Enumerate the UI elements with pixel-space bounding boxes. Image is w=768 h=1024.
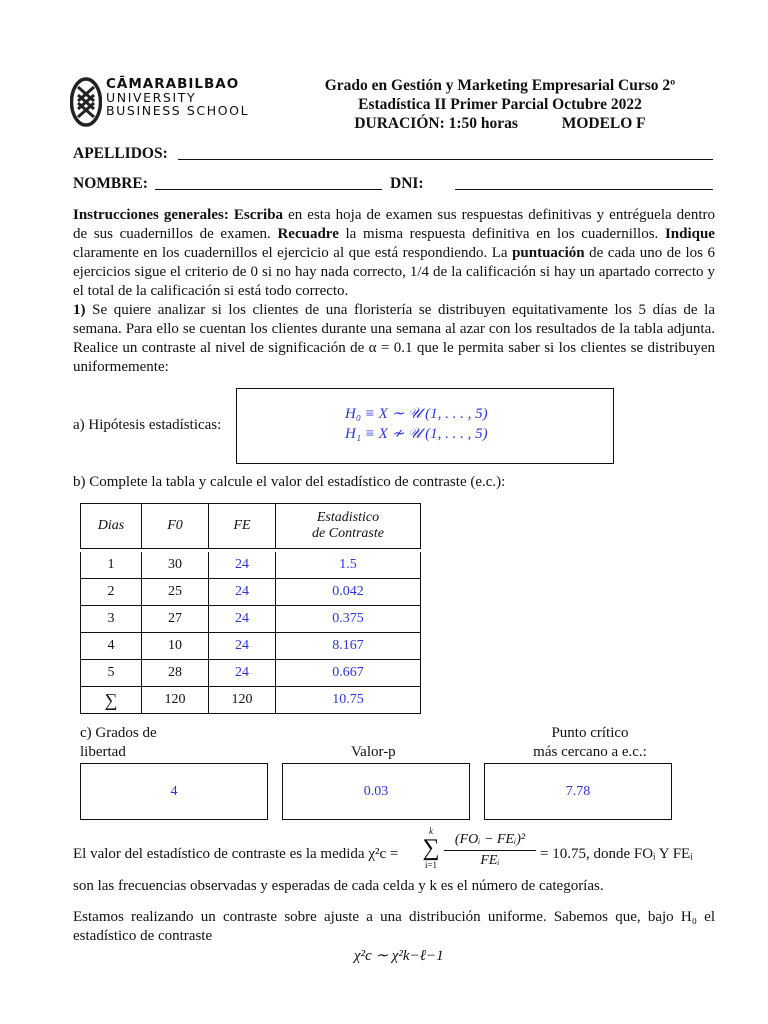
dni-line[interactable] [455, 189, 713, 190]
cell: 25 [142, 579, 209, 606]
cell: 3 [81, 606, 142, 633]
exam-header [300, 76, 700, 133]
duration: DURACIÓN: 1:50 horas [354, 115, 518, 132]
cell: 120 [209, 687, 276, 714]
cell: 0.042 [276, 579, 421, 606]
hypothesis-label: a) Hipótesis estadísticas: [73, 417, 222, 433]
instr-text2: la misma respuesta definitiva en los cuadernillos. [338, 226, 665, 242]
apellidos-label: APELLIDOS: [73, 145, 168, 162]
cell: 24 [209, 606, 276, 633]
explain-2: son las frecuencias observadas y esperadas de cada celda y k es el número de categorías. [73, 878, 604, 894]
instructions [73, 206, 715, 301]
cell: 24 [209, 660, 276, 687]
cell: 24 [209, 552, 276, 579]
frequency-table [80, 503, 421, 714]
logo-text [106, 78, 249, 117]
table-row [81, 579, 421, 606]
instr-bold1: Instrucciones generales: Escriba [73, 207, 284, 223]
cell: 120 [142, 687, 209, 714]
col-fe: FE [209, 504, 276, 549]
exam-title: Estadística II Primer Parcial Octubre 2022 [358, 96, 642, 113]
explain-pre: El valor del estadístico de contraste es la medida χ²c = [73, 846, 399, 862]
cell: 24 [209, 633, 276, 660]
logo-line3: BUSINESS SCHOOL [106, 103, 250, 118]
cell: 10.75 [276, 687, 421, 714]
cell: 27 [142, 606, 209, 633]
formula-numerator: (FOᵢ − FEᵢ)² [444, 832, 536, 851]
df-label [80, 724, 157, 762]
col-dias: Dias [81, 504, 142, 549]
col-f0: F0 [142, 504, 209, 549]
df-label-l1: c) Grados de [80, 725, 157, 741]
sum-top: k [429, 826, 433, 836]
nombre-label: NOMBRE: [73, 175, 148, 192]
df-answer-box: 4 [80, 763, 268, 820]
cell: 0.375 [276, 606, 421, 633]
sum-symbol [420, 826, 442, 870]
table-row-total [81, 687, 421, 714]
cell: 1.5 [276, 552, 421, 579]
sigma-icon: ∑ [422, 835, 440, 861]
cell: 4 [81, 633, 142, 660]
final-formula: χ²c ∼ χ²k−ℓ−1 [354, 948, 444, 964]
logo-line2: UNIVERSITY [106, 90, 197, 105]
apellidos-line[interactable] [178, 159, 713, 160]
cell: ∑ [81, 687, 142, 714]
cell: 10 [142, 633, 209, 660]
critical-label-l1: Punto crítico [551, 725, 629, 741]
pvalue-answer-box: 0.03 [282, 763, 470, 820]
cell: 1 [81, 552, 142, 579]
critical-label [510, 724, 670, 762]
logo-line1: CĀMARABILBAO [106, 76, 240, 92]
table-row [81, 660, 421, 687]
cell: 30 [142, 552, 209, 579]
instr-bold4: puntuación [512, 245, 585, 261]
col-statistic-l2: de Contraste [312, 526, 384, 541]
duration-line [300, 114, 700, 133]
hypotheses [345, 404, 488, 444]
critical-label-l2: más cercano a e.c.: [533, 744, 647, 760]
cell: 24 [209, 579, 276, 606]
col-statistic-l1: Estadistico [316, 510, 380, 525]
pvalue-label: Valor-p [351, 744, 396, 760]
table-row [81, 552, 421, 579]
instr-bold2: Recuadre [277, 226, 339, 242]
df-label-l2: libertad [80, 744, 126, 760]
nombre-line[interactable] [155, 189, 382, 190]
cell: 28 [142, 660, 209, 687]
h1: H₁ ≡ X ≁ 𝒰 (1, . . . , 5) [345, 426, 488, 442]
exercise-text: Se quiere analizar si los clientes de una floristería se distribuyen equitativamente los 5 días de la semana. Para ello se cuentan los clientes durante una semana al azar con los resultados de la tabla adjunta. Realice un contraste al nivel de significación de α = 0.1 que le permita saber si los clientes se distribuyen uniformemente: [73, 302, 715, 375]
instr-bold3: Indique [664, 226, 715, 242]
exercise1-statement [73, 301, 715, 377]
explain-post: = 10.75, donde FOᵢ Y FEᵢ [540, 846, 693, 862]
cell: 0.667 [276, 660, 421, 687]
instr-text1: en esta hoja de examen sus respuestas definitivas y entréguela dentro de sus cuadernillos de examen. [73, 207, 715, 242]
h0: H₀ ≡ X ∼ 𝒰 (1, . . . , 5) [345, 406, 488, 422]
instr-text4: de cada uno de los 6 ejercicios sigue el criterio de 0 si no hay nada correcto, 1/4 de la calificación si hay un apartado correcto y el total de la calificación si está todo correcto. [73, 245, 715, 299]
table-label: b) Complete la tabla y calcule el valor del estadístico de contraste (e.c.): [73, 474, 506, 490]
cell: 5 [81, 660, 142, 687]
formula-fraction [444, 832, 536, 869]
explain-3: Estamos realizando un contraste sobre ajuste a una distribución uniforme. Sabemos que, bajo H₀ el estadístico de contraste [73, 909, 715, 944]
cell: 2 [81, 579, 142, 606]
col-statistic [276, 504, 421, 549]
critical-answer-box: 7.78 [484, 763, 672, 820]
logo-emblem-icon [70, 77, 102, 127]
formula-denominator: FEᵢ [480, 853, 500, 868]
table-row [81, 633, 421, 660]
course-title: Grado en Gestión y Marketing Empresarial Curso 2º [324, 77, 676, 94]
instr-text3: claramente en los cuadernillos el ejercicio al que está respondiendo. La [73, 245, 513, 261]
cell: 8.167 [276, 633, 421, 660]
table-row [81, 606, 421, 633]
sum-bottom: i=1 [424, 860, 438, 870]
dni-label: DNI: [390, 175, 424, 192]
exercise-number: 1) [73, 302, 86, 318]
model: MODELO F [561, 115, 646, 132]
